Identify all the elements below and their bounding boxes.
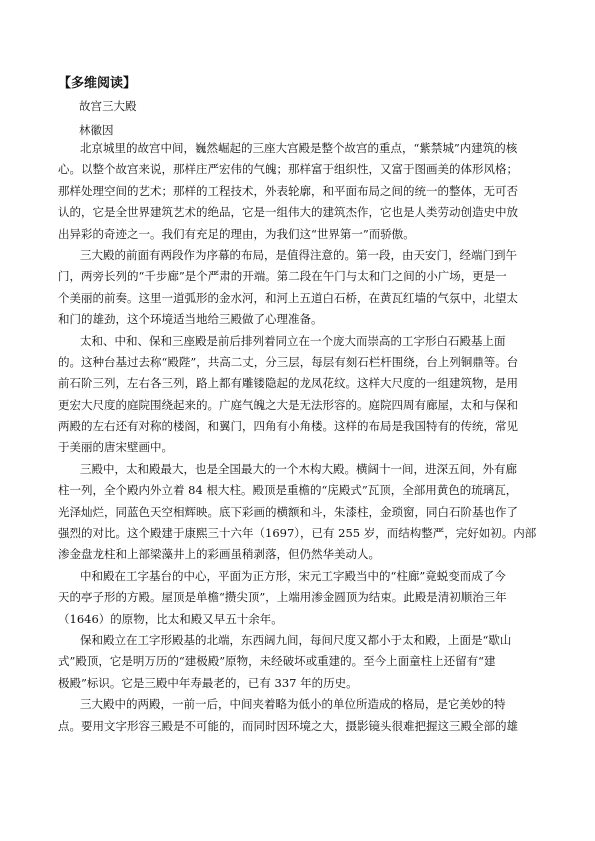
paragraph-line: 于美丽的唐宋壁画中。 [58, 440, 173, 455]
paragraph-line: 前石阶三列，左右各三列，路上都有雕镂隐起的龙凤花纹。这样大尺度的一组建筑物，是用 [58, 376, 518, 391]
paragraph-line: 光泽灿烂，同蓝色天空相辉映。底下彩画的横额和斗，朱漆柱，金琐窗，同白石阶基也作了 [58, 504, 518, 519]
paragraph-line: 更宏大尺度的庭院围绕起来的。广庭气魄之大是无法形容的。庭院四周有廊屋，太和与保和 [58, 397, 518, 412]
paragraph-line: 中和殿在工字基台的中心，平面为正方形，宋元工字殿当中的“柱廊”竟蜕变而成了今 [80, 568, 506, 583]
paragraph-line: 个美丽的前奏。这里一道弧形的金水河，和河上五道白石桥，在黄瓦红墙的气氛中，北望太 [58, 290, 518, 305]
paragraph-line: 太和、中和、保和三座殿是前后排列着同立在一个庞大而崇高的工字形白石殿基上面 [80, 333, 506, 348]
article-body [58, 138, 544, 737]
paragraph-line: 式”殿顶，它是明万历的“建极殿”原物，未经破坏或重建的。至今上面童柱上还留有“建 [58, 654, 496, 669]
paragraph-line: 点。要用文字形容三殿是不可能的，而同时因环境之大，摄影镜头很难把握这三殿全部的雄 [58, 718, 518, 733]
paragraph-line: 两殿的左右还有对称的楼阁，和翼门，四角有小角楼。这样的布局是我国特有的传统，常见 [58, 419, 518, 434]
paragraph-line: 和门的雄劲，这个环境适当地给三殿做了心理准备。 [58, 312, 323, 327]
paragraph-line: 三大殿的前面有两段作为序幕的布局，是值得注意的。第一段，由天安门，经端门到午 [80, 247, 517, 262]
paragraph-line: 认的，它是全世界建筑艺术的绝品，它是一组伟大的建筑杰作，它也是人类劳动创造史中放 [58, 205, 518, 220]
paragraph-line: 天的亭子形的方殿。屋顶是单檐“攒尖顶”，上端用渗金圆顶为结束。此殿是清初顺治三年 [58, 590, 507, 605]
paragraph-line: 柱一列，全个殿内外立着 84 根大柱。殿顶是重檐的“庑殿式”瓦顶，全部用黄色的琉璃瓦， [58, 483, 518, 498]
article-title: 故宫三大殿 [79, 99, 137, 113]
paragraph-line: 心。以整个故宫来说，那样庄严宏伟的气魄；那样富于组织性，又富于图画美的体形风格； [58, 162, 518, 177]
paragraph-line: 北京城里的故宫中间，巍然崛起的三座大宫殿是整个故宫的重点，“紫禁城”内建筑的核 [80, 141, 518, 155]
paragraph-line: 的。这种台基过去称“殿陛”，共高二丈，分三层，每层有刻石栏杆围绕，台上列铜鼎等。台 [58, 354, 519, 369]
paragraph-line: 三大殿中的两殿，一前一后，中间夹着略为低小的单位所造成的格局，是它美妙的特 [80, 697, 506, 712]
paragraph-line: 三殿中，太和殿最大，也是全国最大的一个木构大殿。横阔十一间，进深五间，外有廊 [80, 461, 517, 476]
paragraph-line: 出异彩的奇迹之一。我们有充足的理由，为我们这“世界第一”而骄傲。 [58, 226, 415, 241]
paragraph-line: 保和殿立在工字形殿基的北端，东西阔九间，每间尺度又都小于太和殿，上面是“歇山 [80, 632, 512, 647]
paragraph-line: （1646）的原物，比太和殿又早五十余年。 [58, 611, 283, 626]
paragraph-line: 那样处理空间的艺术；那样的工程技术，外表轮廓，和平面布局之间的统一的整体，无可否 [58, 183, 518, 198]
article-author: 林徽因 [79, 123, 114, 137]
paragraph-line: 渗金盘龙柱和上部梁藻井上的彩画虽稍剥落，但仍然华美动人。 [58, 547, 380, 562]
paragraph-line: 强烈的对比。这个殿建于康熙三十六年（1697），已有 255 岁，而结构整严，完好如初。内部 [58, 526, 537, 541]
section-title: 【多维阅读】 [58, 76, 137, 91]
paragraph-line: 极殿”标识。它是三殿中年寿最老的，已有 337 年的历史。 [58, 675, 358, 690]
paragraph-line: 门，两旁长列的“千步廊”是个严肃的开端。第二段在午门与太和门之间的小广场，更是一 [58, 269, 507, 284]
